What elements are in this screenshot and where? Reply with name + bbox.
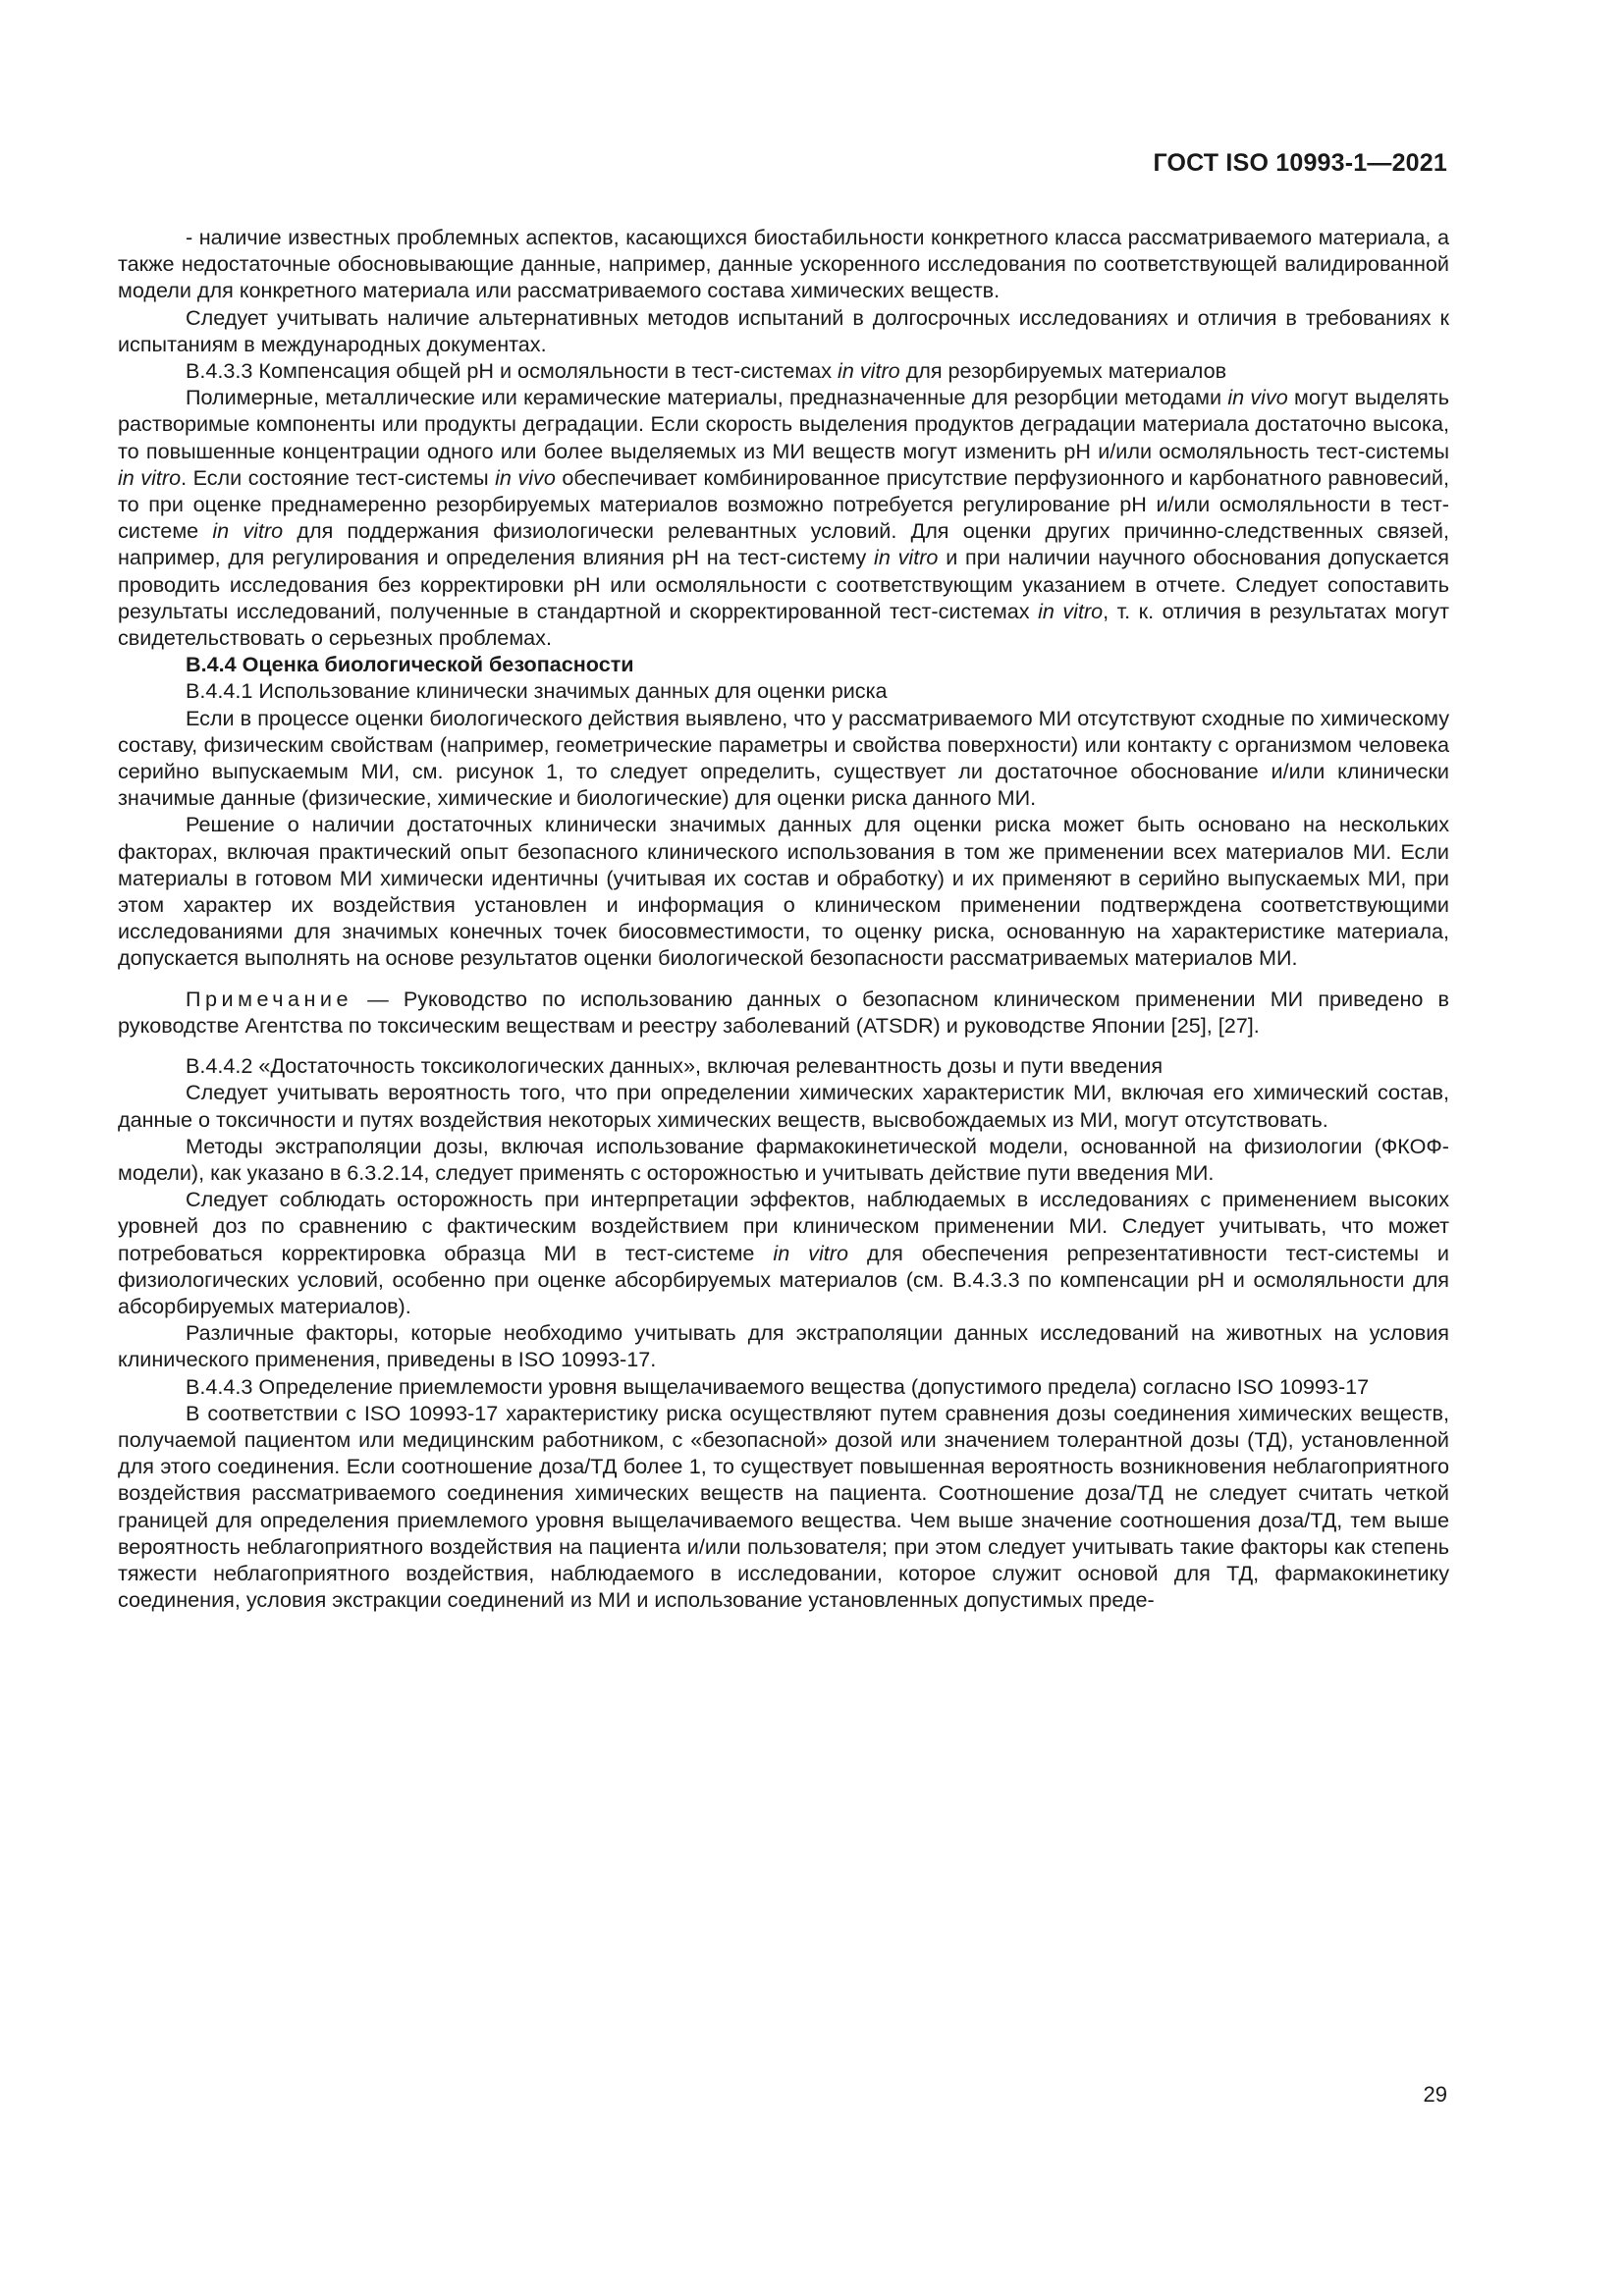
paragraph	[118, 705, 1449, 812]
text-run: — Руководство по использованию данных о безопасном клиническом применении МИ приведено в руководстве Агентства по токсическим веществам и реестру заболеваний (ATSDR) и руководстве Японии [25], [27].	[118, 986, 1449, 1038]
section-heading	[118, 651, 1449, 677]
text-run: В.4.4 Оценка биологической безопасности	[186, 652, 634, 677]
text-run: Методы экстраполяции дозы, включая использование фармакокинетической модели, основанной на физиологии (ФКОФ-модели), как указано в 6.3.2.14, следует применять с осторожностью и учитывать действие пути введения МИ.	[118, 1133, 1449, 1185]
text-run: В.4.4.3 Определение приемлемости уровня выщелачиваемого вещества (допустимого предела) согласно ISO 10993-17	[186, 1373, 1370, 1399]
text-run: В.4.4.1 Использование клинически значимых данных для оценки риска	[186, 678, 888, 704]
italic-term: in vitro	[1038, 598, 1104, 623]
section-title	[118, 1373, 1449, 1400]
paragraph	[118, 384, 1449, 651]
italic-term: in vitro	[212, 518, 284, 544]
italic-term: in vitro	[118, 464, 182, 490]
text-run: В.4.3.3 Компенсация общей рН и осмоляльности в тест-системах	[186, 358, 839, 384]
text-run: Полимерные, металлические или керамические материалы, предназначенные для резорбции методами	[186, 385, 1228, 410]
text-run: и при наличии научного обоснования допускается проводить исследования без корректировки рН или осмоляльности с соответствующим указанием в отчете. Следует сопоставить результаты исследований, полученные в стандартной и скорректированной тест-системах	[118, 545, 1450, 623]
text-run: Различные факторы, которые необходимо учитывать для экстраполяции данных исследований на животных на условия клинического применения, приведены в ISO 10993-17.	[118, 1320, 1449, 1372]
text-run: для обеспечения репрезентативности тест-системы и физиологических условий, особенно при оценке абсорбируемых материалов (см. В.4.3.3 по компенсации рН и осмоляльности для абсорбируемых материалов).	[118, 1240, 1449, 1318]
text-run: для поддержания физиологически релевантных условий. Для оценки других причинно-следственных связей, например, для регулирования и определения влияния рН на тест-систему	[118, 518, 1449, 570]
text-run: Следует соблюдать осторожность при интерпретации эффектов, наблюдаемых в исследованиях с применением высоких уровней доз по сравнению с фактическим воздействием при клиническом применении МИ. Следует учитывать, что может потребоваться корректировка образца МИ в тест-системе	[118, 1187, 1449, 1265]
text-run: для резорбируемых материалов	[899, 358, 1227, 384]
text-run: Если в процессе оценки биологического действия выявлено, что у рассматриваемого МИ отсутствуют сходные по химическому составу, физическим свойствам (например, геометрические параметры и свойства поверхности) или контакту с организмом человека серийно выпускаемым МИ, см. рисунок 1, то следует определить, существует ли достаточное обоснование и/или клинически значимые данные (физические, химические и биологические) для оценки риска данного МИ.	[118, 705, 1449, 811]
paragraph	[118, 1133, 1449, 1186]
section-title	[118, 1052, 1449, 1079]
text-run: могут выделять растворимые компоненты или продукты деградации. Если скорость выделения продуктов деградации материала достаточно высока, то повышенные концентрации одного или более выделяемых из МИ веществ могут изменить рН и/или осмоляльность тест-системы	[118, 385, 1449, 463]
paragraph	[118, 304, 1449, 357]
page-number: 29	[1423, 2082, 1447, 2107]
text-run: Следует учитывать наличие альтернативных методов испытаний в долгосрочных исследованиях и отличия в требованиях к испытаниям в международных документах.	[118, 304, 1449, 356]
italic-term: in vivo	[495, 464, 556, 490]
paragraph	[118, 1079, 1449, 1132]
italic-term: in vitro	[874, 545, 939, 570]
text-run: Следует учитывать вероятность того, что при определении химических характеристик МИ, включая его химический состав, данные о токсичности и путях воздействия некоторых химических веществ, высвобождаемых из МИ, могут отсутствовать.	[118, 1080, 1449, 1132]
text-run: обеспечивает комбинированное присутствие перфузионного и карбонатного равновесий, то при оценке преднамеренно резорбируемых материалов возможно потребуется регулирование рН и/или осмоляльности в тест-системе	[118, 464, 1449, 544]
section-title	[118, 357, 1449, 384]
text-run: В соответствии с ISO 10993-17 характеристику риска осуществляют путем сравнения дозы соединения химических веществ, получаемой пациентом или медицинским работником, с «безопасной» дозой или значением толерантной дозы (ТД), установленной для этого соединения. Если соотношение доза/ТД более 1, то существует повышенная вероятность возникновения неблагоприятного воздействия рассматриваемого соединения химических веществ на пациента. Соотношение доза/ТД не следует считать четкой границей для определения приемлемого уровня выщелачиваемого вещества. Чем выше значение соотношения доза/ТД, тем выше вероятность неблагоприятного воздействия на пациента и/или пользователя; при этом следует учитывать такие факторы как степень тяжести неблагоприятного воздействия, наблюдаемого в исследовании, которое служит основой для ТД, фармакокинетику соединения, условия экстракции соединений из МИ и использование установленных допустимых преде-	[118, 1400, 1449, 1613]
paragraph	[118, 1186, 1449, 1319]
paragraph	[118, 224, 1449, 304]
paragraph	[118, 811, 1449, 971]
text-run: , т. к. отличия в результатах могут свидетельствовать о серьезных проблемах.	[118, 598, 1449, 651]
text-run: В.4.4.2 «Достаточность токсикологических данных», включая релевантность дозы и пути введения	[186, 1053, 1164, 1079]
italic-term: in vitro	[838, 358, 900, 384]
paragraph	[118, 1400, 1449, 1614]
text-run: . Если состояние тест-системы	[181, 464, 496, 490]
italic-term: in vivo	[1227, 385, 1288, 410]
document-body	[118, 224, 1449, 1613]
document-header: ГОСТ ISO 10993-1—2021	[1153, 149, 1447, 177]
text-run: - наличие известных проблемных аспектов, касающихся биостабильности конкретного класса рассматриваемого материала, а также недостаточные обосновывающие данные, например, данные ускоренного исследования по соответствующей валидированной модели для конкретного материала или рассматриваемого состава химических веществ.	[118, 225, 1449, 303]
text-run: Примечание	[186, 986, 352, 1011]
paragraph	[118, 1319, 1449, 1372]
note-paragraph	[118, 986, 1449, 1039]
section-title	[118, 677, 1449, 704]
text-run: Решение о наличии достаточных клинически значимых данных для оценки риска может быть основано на нескольких факторах, включая практический опыт безопасного клинического использования в том же применении всех материалов МИ. Если материалы в готовом МИ химически идентичны (учитывая их состав и обработку) и их применяют в серийно выпускаемых МИ, при этом характер их воздействия установлен и информация о клиническом применении подтверждена соответствующими исследованиями для значимых конечных точек биосовместимости, то оценку риска, основанную на характеристике материала, допускается выполнять на основе результатов оценки биологической безопасности рассматриваемых материалов МИ.	[118, 812, 1449, 971]
italic-term: in vitro	[773, 1240, 848, 1265]
